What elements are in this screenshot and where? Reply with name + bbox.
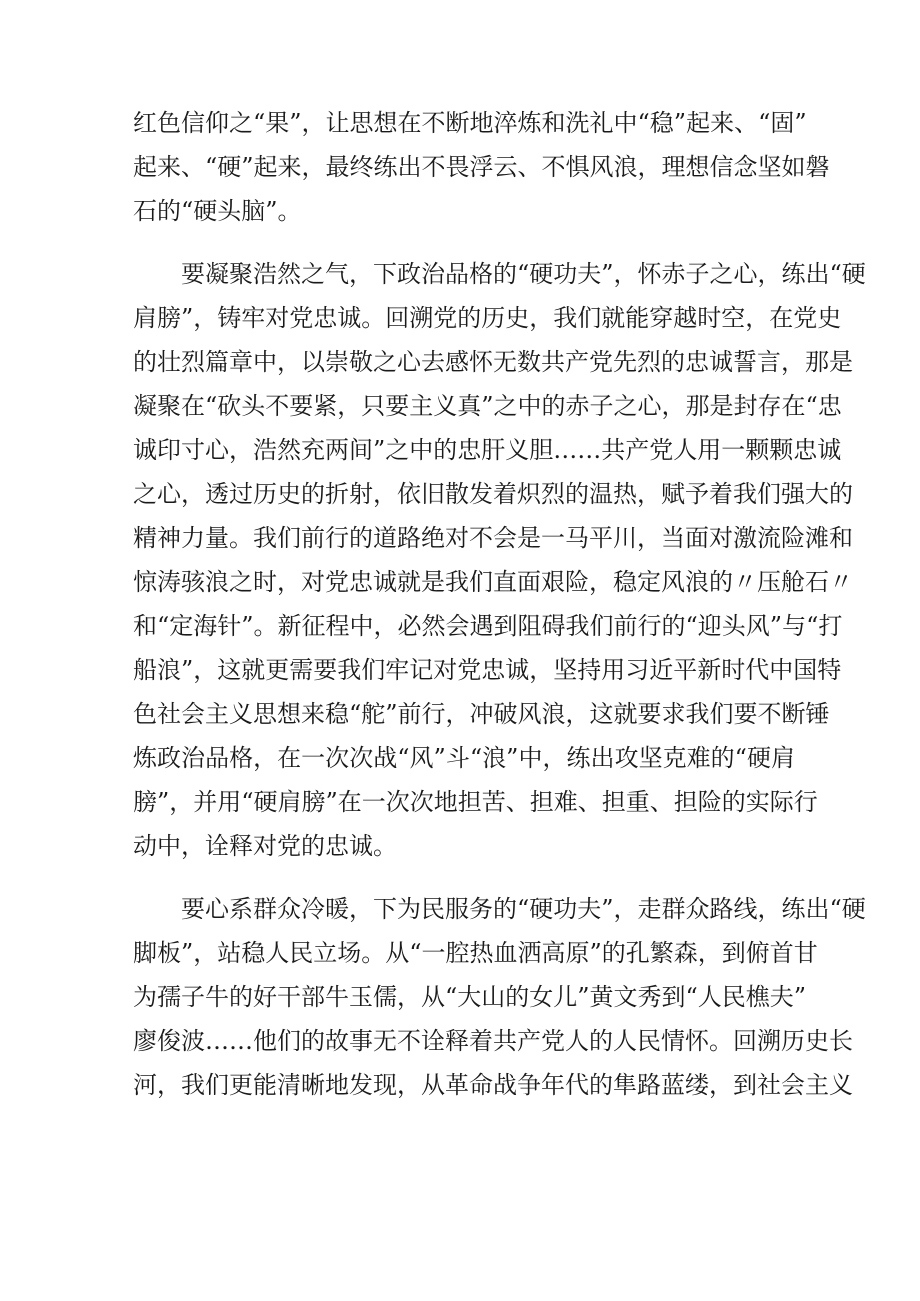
text-line: 脚板”，站稳人民立场。从“一腔热血洒高原”的孔繁森，到俯首甘 [133, 939, 818, 967]
text-line: 膀”，并用“硬肩膀”在一次次地担苦、担难、担重、担险的实际行 [133, 788, 818, 816]
text-line: 诚印寸心，浩然充两间”之中的忠肝义胆……共产党人用一颗颗忠诚 [133, 436, 842, 464]
paragraph-3 [133, 887, 866, 1107]
text-line: 为孺子牛的好干部牛玉儒，从“大山的女儿”黄文秀到“人民樵夫” [133, 983, 807, 1011]
text-line: 要凝聚浩然之气，下政治品格的“硬功夫”，怀赤子之心，练出“硬 [181, 260, 866, 288]
text-line: 之心，透过历史的折射，依旧散发着炽烈的温热，赋予着我们强大的 [133, 480, 853, 508]
text-line: 河，我们更能清晰地发现，从革命战争年代的隼路蓝缕，到社会主义 [133, 1071, 853, 1099]
text-line: 要心系群众冷暖，下为民服务的“硬功夫”，走群众路线，练出“硬 [181, 895, 866, 923]
text-line: 和“定海针”。新征程中，必然会遇到阻碍我们前行的“迎头风”与“打 [133, 612, 843, 640]
paragraph-2 [133, 252, 866, 868]
paragraph-gap [133, 868, 795, 887]
text-line: 石的“硬头脑”。 [133, 197, 302, 225]
paragraph-1 [133, 101, 830, 233]
text-line: 船浪”，这就更需要我们牢记对党忠诚，坚持用习近平新时代中国特 [133, 656, 842, 684]
text-line: 动中，诠释对党的忠诚。 [133, 832, 397, 860]
text-line: 廖俊波……他们的故事无不诠释着共产党人的人民情怀。回溯历史长 [133, 1027, 853, 1055]
paragraph-gap [133, 233, 795, 252]
text-line: 肩膀”，铸牢对党忠诚。回溯党的历史，我们就能穿越时空，在党史 [133, 304, 842, 332]
text-line: 精神力量。我们前行的道路绝对不会是一马平川，当面对激流险滩和 [133, 524, 853, 552]
text-line: 起来、“硬”起来，最终练出不畏浮云、不惧风浪，理想信念坚如磐 [133, 153, 830, 181]
document-body [133, 101, 866, 1107]
text-line: 色社会主义思想来稳“舵”前行，冲破风浪，这就要求我们要不断锤 [133, 700, 830, 728]
text-line: 惊涛骇浪之时，对党忠诚就是我们直面艰险，稳定风浪的〃压舱石〃 [133, 568, 853, 596]
text-line: 炼政治品格，在一次次战“风”斗“浪”中，练出攻坚克难的“硬肩 [133, 744, 795, 772]
text-line: 红色信仰之“果”，让思想在不断地淬炼和洗礼中“稳”起来、“固” [133, 109, 807, 137]
text-line: 的壮烈篇章中，以崇敬之心去感怀无数共产党先烈的忠诚誓言，那是 [133, 348, 853, 376]
text-line: 凝聚在“砍头不要紧，只要主义真”之中的赤子之心，那是封存在“忠 [133, 392, 842, 420]
